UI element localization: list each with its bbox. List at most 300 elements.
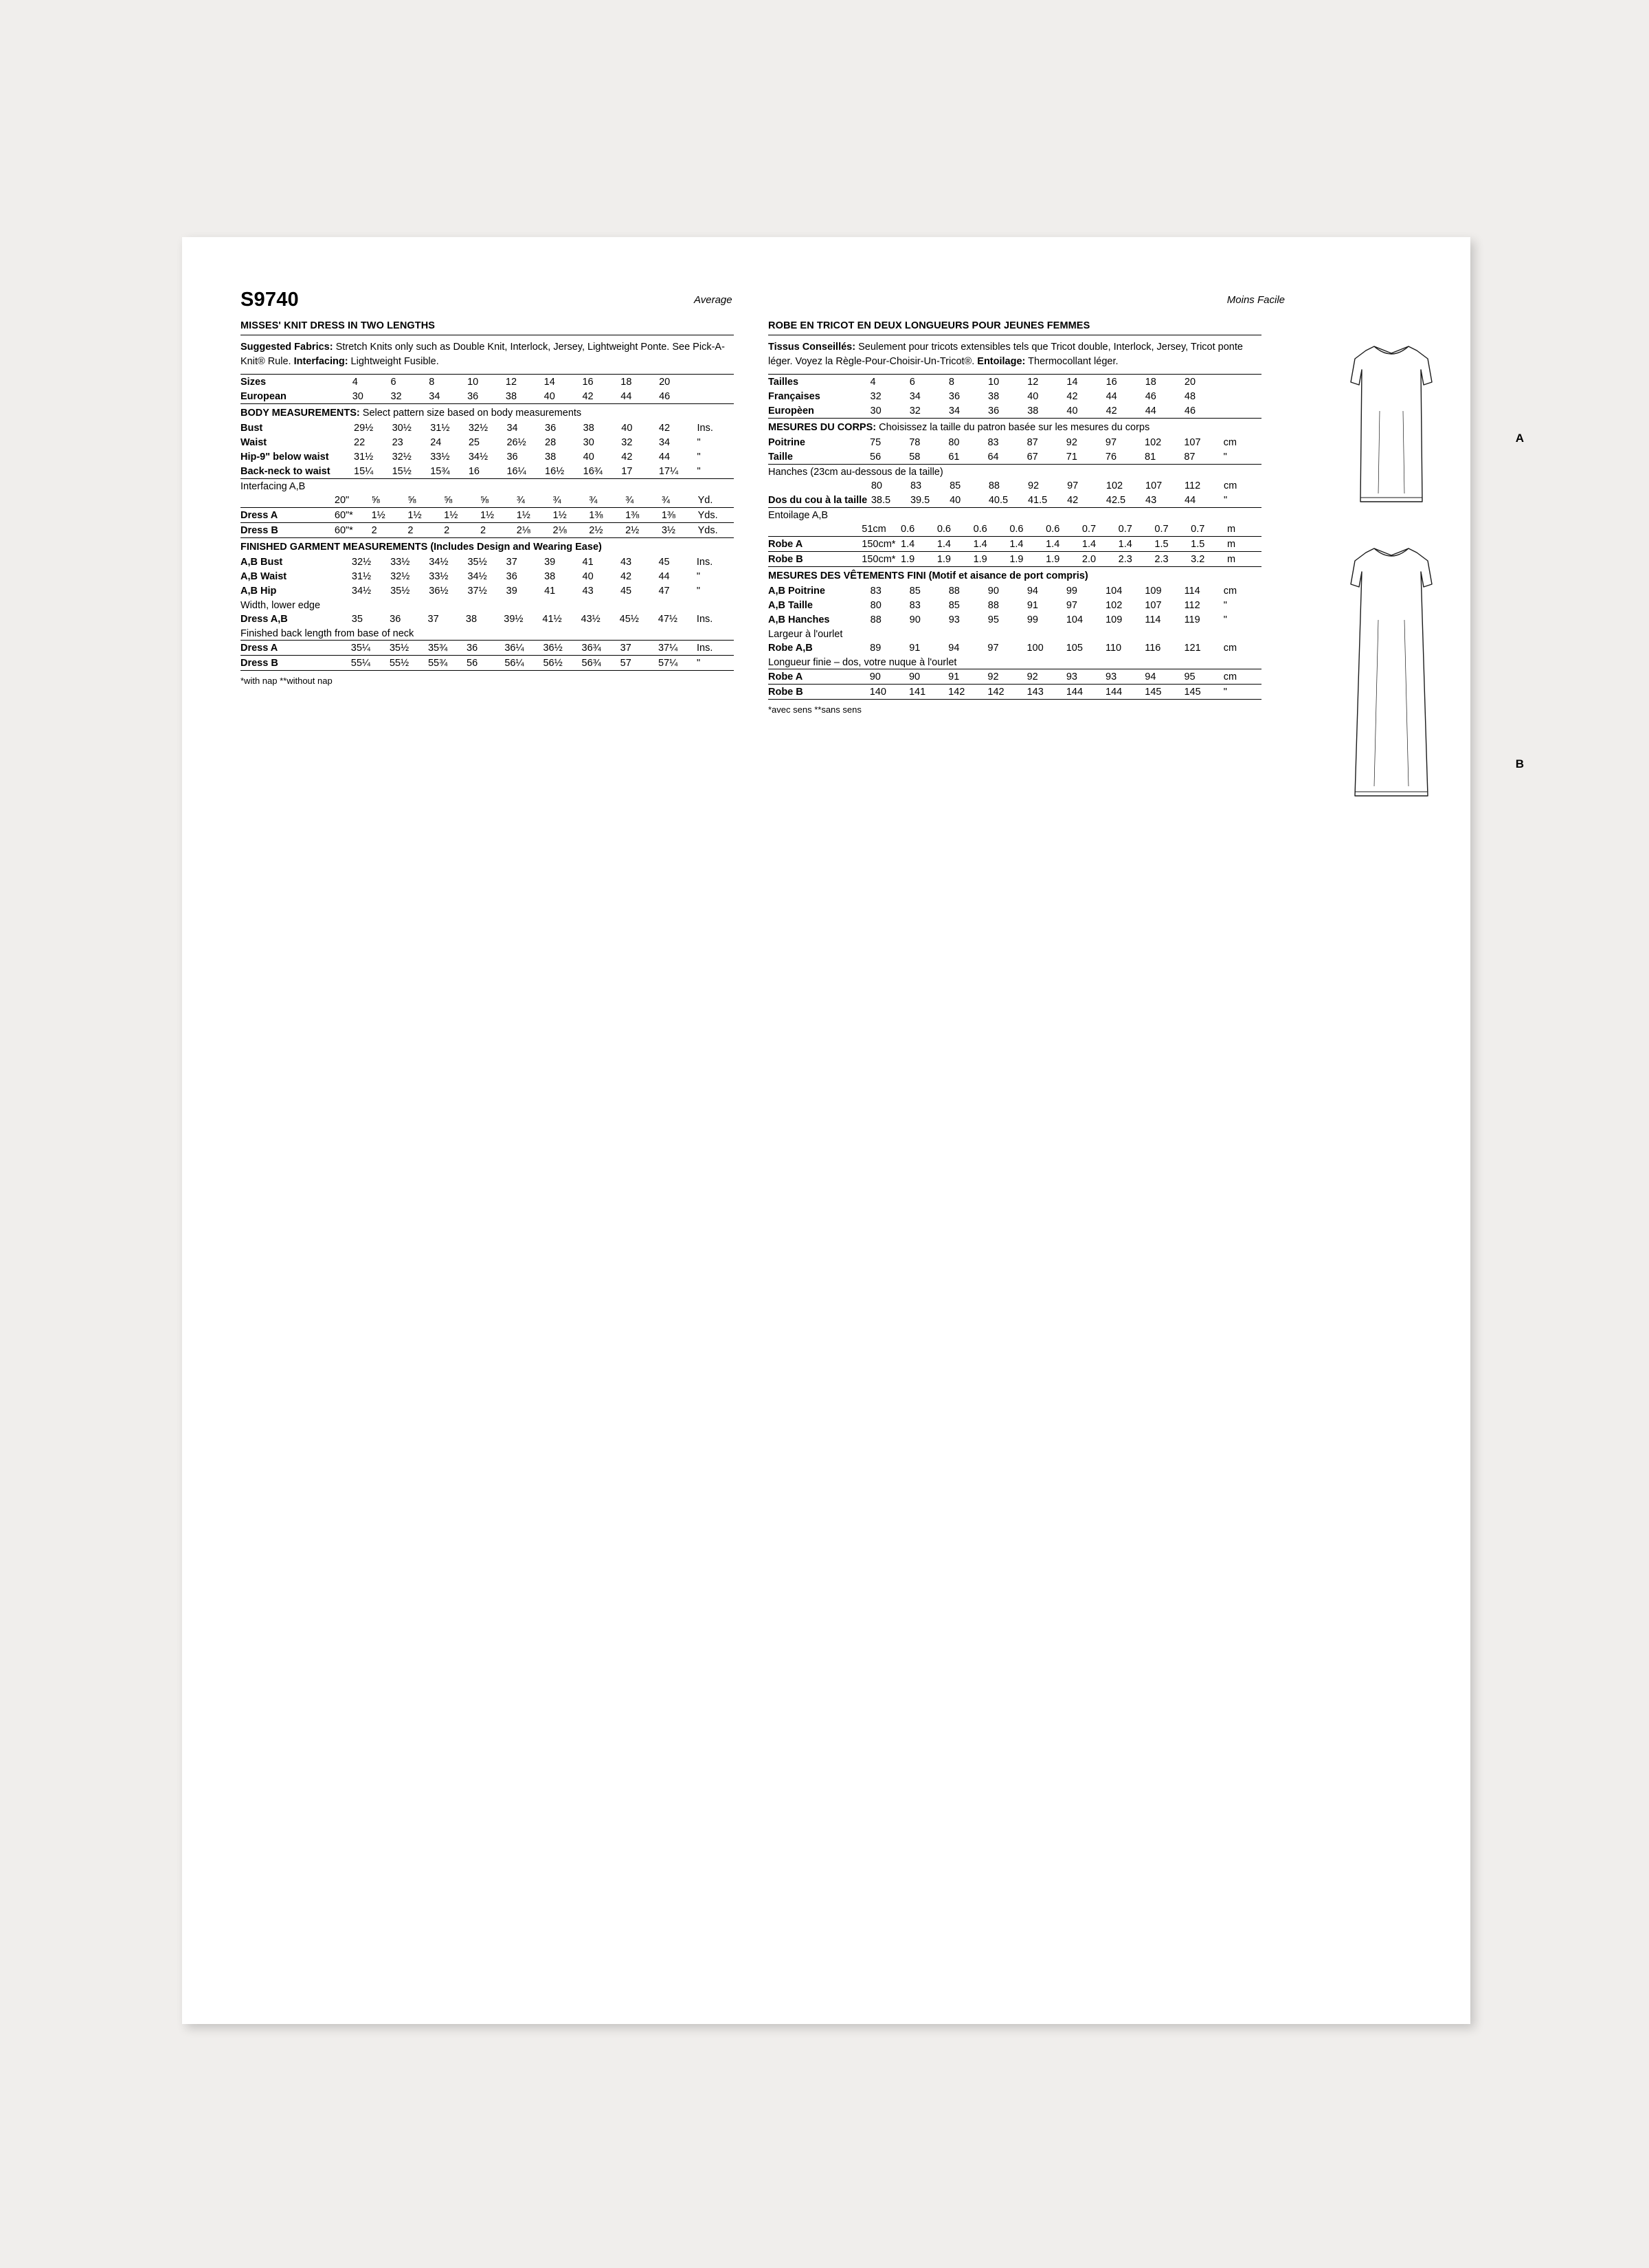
- cell: 97: [987, 642, 999, 654]
- table-row: [240, 493, 734, 508]
- cell: 39.5: [910, 493, 950, 508]
- cell: 18: [620, 376, 632, 388]
- fabric-width: 60"*: [335, 508, 372, 523]
- cell: 80: [871, 480, 882, 491]
- cell: 20: [659, 376, 671, 388]
- cell: 1.9: [937, 552, 974, 567]
- cell: 1½: [480, 508, 517, 523]
- english-back-length-table: [240, 640, 734, 671]
- cell: 38: [583, 422, 594, 434]
- cell: 35½: [467, 556, 487, 568]
- cell: 6: [909, 376, 915, 388]
- cell: 83: [870, 585, 882, 597]
- cell-unit: cm: [1223, 436, 1237, 448]
- cell: 43: [620, 556, 632, 568]
- cell: 34: [429, 389, 467, 404]
- cell: 56½: [543, 656, 581, 671]
- cell: 89: [870, 642, 882, 654]
- row-label: [768, 478, 871, 493]
- cell: 40: [1027, 390, 1039, 402]
- spacer: [240, 493, 335, 508]
- cell: 40: [582, 570, 594, 582]
- english-body-measurements-heading: [240, 404, 734, 421]
- cell: 92: [1027, 480, 1040, 491]
- cell: 23: [392, 436, 403, 448]
- cell: 1.4: [1046, 537, 1082, 552]
- cell: 4: [352, 376, 358, 388]
- cell: 38: [1027, 403, 1066, 419]
- cell: 44: [658, 570, 670, 582]
- cell: 17: [621, 464, 659, 479]
- cell: 34½: [351, 585, 372, 597]
- cell: 145: [1145, 685, 1184, 700]
- cell: 31½: [354, 451, 374, 463]
- cell: 34½: [467, 570, 487, 582]
- cell: 2.3: [1154, 552, 1191, 567]
- table-row: [768, 598, 1261, 612]
- cell: ⅝: [371, 494, 380, 506]
- table-row: [768, 449, 1261, 465]
- cell: 2: [372, 523, 408, 538]
- cell: 43: [1145, 493, 1185, 508]
- cell: 44: [1145, 403, 1185, 419]
- table-row: [240, 464, 734, 479]
- sheet-content: [240, 289, 1524, 770]
- french-width-table: [768, 641, 1261, 655]
- cell: 36: [988, 403, 1027, 419]
- dress-view-a-illustration: [1312, 329, 1470, 521]
- english-body-measurements-table: [240, 421, 734, 479]
- cell: 121: [1184, 642, 1201, 654]
- cell: 0.6: [936, 523, 951, 535]
- cell-unit: Ins.: [697, 641, 734, 656]
- cell: 56: [467, 656, 504, 671]
- cell: 107: [1184, 436, 1201, 448]
- table-row: [240, 656, 734, 671]
- cell: 144: [1106, 685, 1145, 700]
- cell: 145: [1184, 685, 1223, 700]
- cell: 36: [948, 390, 961, 402]
- cell: ¾: [625, 494, 634, 506]
- cell: 0.7: [1081, 523, 1097, 535]
- cell: 3.2: [1191, 552, 1227, 567]
- cell: 35½: [390, 641, 428, 656]
- cell: ¾: [516, 494, 525, 506]
- cell: 0.7: [1191, 523, 1205, 535]
- cell: 38: [988, 390, 1000, 402]
- row-label: Robe A,B: [768, 642, 813, 654]
- cell: 2: [480, 523, 517, 538]
- cell: 47: [658, 585, 670, 597]
- french-interfacing-label: Entoilage:: [977, 355, 1026, 367]
- cell: 55¼: [351, 656, 390, 671]
- table-row: [768, 669, 1261, 685]
- table-row: [768, 552, 1261, 567]
- cell: 39: [506, 585, 517, 597]
- english-title: MISSES' KNIT DRESS IN TWO LENGTHS: [240, 320, 734, 335]
- row-label: Dress B: [240, 523, 335, 538]
- cell: 83: [909, 599, 921, 611]
- cell: 80: [870, 599, 882, 611]
- cell: 31½: [430, 422, 450, 434]
- cell: 36: [467, 389, 506, 404]
- english-finished-heading: FINISHED GARMENT MEASUREMENTS (Includes Design and Wearing Ease): [240, 542, 602, 553]
- french-yardage-table: [768, 522, 1261, 567]
- english-back-length-heading: Finished back length from base of neck: [240, 628, 414, 640]
- cell: 141: [909, 685, 948, 700]
- cell: 44: [658, 451, 671, 463]
- cell: 91: [1027, 599, 1038, 611]
- cell: 40: [950, 493, 989, 508]
- cell: 104: [1066, 614, 1084, 625]
- cell: 100: [1027, 642, 1044, 654]
- row-label: A,B Taille: [768, 599, 813, 611]
- european-label: European: [240, 389, 352, 404]
- cell: 90: [987, 585, 999, 597]
- cell: 94: [948, 642, 960, 654]
- english-sizes-table: [240, 375, 734, 404]
- cell: 56: [870, 449, 909, 465]
- cell: 32: [621, 436, 633, 448]
- row-label: Europèen: [768, 403, 871, 419]
- cell: 95: [1184, 669, 1223, 685]
- view-a-label: A: [1515, 432, 1524, 445]
- cell: 38: [544, 570, 556, 582]
- cell: 97: [1066, 599, 1077, 611]
- cell: 97: [1067, 480, 1079, 491]
- cell: 42: [658, 422, 671, 434]
- cell: 85: [909, 585, 921, 597]
- french-fabrics-paragraph: [768, 340, 1261, 368]
- french-width-lower-edge-heading: Largeur à l'ourlet: [768, 629, 843, 641]
- cell: ⅝: [444, 494, 453, 506]
- header-row: [240, 289, 1285, 320]
- cell: 41.5: [1028, 493, 1067, 508]
- cell: 99: [1027, 614, 1038, 625]
- table-row: [240, 389, 734, 404]
- french-body-measurements-heading: [768, 419, 1261, 435]
- cell: 32: [390, 389, 429, 404]
- cell: 1.4: [974, 537, 1010, 552]
- cell: 80: [948, 436, 960, 448]
- french-hip-table: [768, 478, 1261, 508]
- cell: 34: [949, 403, 988, 419]
- cell: 33½: [430, 451, 450, 463]
- cell: 42: [621, 451, 633, 463]
- line-drawings: [1312, 329, 1524, 829]
- cell: 67: [1027, 449, 1066, 465]
- table-row: [768, 403, 1261, 419]
- cell: 42.5: [1106, 493, 1145, 508]
- cell: 109: [1145, 585, 1162, 597]
- cell: [1224, 403, 1261, 419]
- cell-unit: ": [697, 656, 734, 671]
- cell: 1.5: [1191, 537, 1227, 552]
- cell: 92: [1027, 669, 1066, 685]
- row-label: Robe B: [768, 552, 862, 567]
- cell: 36½: [543, 641, 581, 656]
- cell-unit: Yds.: [698, 523, 734, 538]
- cell: 116: [1145, 642, 1161, 654]
- row-label: Waist: [240, 436, 267, 448]
- cell: 41: [582, 556, 594, 568]
- cell: 45: [658, 556, 670, 568]
- cell: 57: [620, 656, 658, 671]
- cell: 93: [1066, 669, 1106, 685]
- cell: 22: [354, 436, 366, 448]
- cell: 45½: [619, 613, 639, 625]
- cell-unit: cm: [1224, 480, 1237, 491]
- cell: 42: [582, 389, 620, 404]
- cell-unit: ": [696, 585, 701, 597]
- cell-unit: m: [1226, 523, 1236, 535]
- cell: 97: [1105, 436, 1117, 448]
- cell: ¾: [661, 494, 670, 506]
- row-label: Robe A: [768, 669, 870, 685]
- cell: 34½: [468, 451, 489, 463]
- english-yardage-table: [240, 493, 734, 538]
- row-label: Dress A: [240, 508, 335, 523]
- cell-unit: ": [1224, 493, 1261, 508]
- english-interfacing-text: Lightweight Fusible.: [348, 355, 439, 367]
- cell-unit: ": [697, 464, 734, 479]
- cell: 91: [948, 669, 987, 685]
- view-b-label: B: [1515, 757, 1524, 770]
- table-row: [240, 569, 734, 583]
- cell: 15¾: [430, 464, 469, 479]
- french-back-length-table: [768, 669, 1261, 700]
- cell: 1.9: [974, 552, 1010, 567]
- cell: 37: [506, 556, 517, 568]
- english-fabrics-text: Stretch Knits only such as Double Knit, Interlock, Jersey, Lightweight Ponte. See Pick-A-Knit® Rule.: [240, 342, 725, 367]
- cell: 12: [505, 376, 517, 388]
- english-interfacing-label: Interfacing:: [293, 355, 348, 367]
- table-row: [768, 685, 1261, 700]
- cell: 36¼: [504, 641, 543, 656]
- cell: 94: [1027, 585, 1038, 597]
- cell: 36: [545, 422, 557, 434]
- cell: 40: [621, 422, 633, 434]
- cell: 10: [988, 376, 1000, 388]
- cell: 119: [1184, 614, 1200, 625]
- cell: 1.4: [1009, 537, 1046, 552]
- cell: 1.4: [1119, 537, 1155, 552]
- cell: 2: [444, 523, 480, 538]
- table-row: [240, 641, 734, 656]
- cell: 32: [910, 403, 949, 419]
- cell: 88: [987, 599, 999, 611]
- cell: 2½: [625, 523, 662, 538]
- cell: 17¼: [659, 464, 697, 479]
- cell: 40.5: [989, 493, 1028, 508]
- cell: 93: [1106, 669, 1145, 685]
- fabric-width: 150cm*: [862, 537, 901, 552]
- cell: 1.9: [1009, 552, 1046, 567]
- pattern-envelope-back: [182, 237, 1524, 2024]
- cell: 14: [1066, 376, 1078, 388]
- cell: 36: [467, 641, 504, 656]
- cell: 41½: [542, 613, 562, 625]
- cell: 99: [1066, 585, 1077, 597]
- spacer: [768, 522, 862, 537]
- cell: 16: [1106, 376, 1117, 388]
- cell: 4: [870, 376, 876, 388]
- cell: 34: [658, 436, 671, 448]
- cell-unit: cm: [1224, 669, 1261, 685]
- cell: 46: [1185, 403, 1224, 419]
- cell: 40: [583, 451, 594, 463]
- dress-view-b-illustration: [1312, 531, 1470, 819]
- cell: 1⅜: [662, 508, 698, 523]
- cell: 39: [544, 556, 556, 568]
- cell: 2: [407, 523, 444, 538]
- table-row: [240, 375, 734, 389]
- cell: 30: [583, 436, 594, 448]
- cell: 33½: [390, 556, 410, 568]
- french-fabrics-text: Seulement pour tricots extensibles tels que Tricot double, Interlock, Jersey, Tricot ponte léger. Voyez la Règle-Pour-Choisir-Un-Tricot®.: [768, 342, 1243, 367]
- cell: 2⅛: [517, 523, 553, 538]
- cell: 58: [909, 449, 948, 465]
- row-label: Dress B: [240, 656, 351, 671]
- heading-bold: BODY MEASUREMENTS:: [240, 408, 360, 419]
- table-row: [768, 493, 1261, 508]
- cell: 15¼: [354, 464, 392, 479]
- cell: 94: [1145, 669, 1184, 685]
- cell-unit: m: [1227, 552, 1261, 567]
- french-sizes-table: [768, 375, 1261, 419]
- english-fabrics-label: Suggested Fabrics:: [240, 342, 333, 353]
- cell: 37¼: [658, 641, 697, 656]
- cell-unit: Ins.: [696, 613, 713, 625]
- heading-normal: Select pattern size based on body measurements: [359, 408, 582, 419]
- cell: [697, 375, 734, 389]
- cell: 61: [948, 449, 987, 465]
- cell: 0.6: [1009, 523, 1024, 535]
- cell: 16: [469, 464, 507, 479]
- table-row: [768, 583, 1261, 598]
- cell: ¾: [552, 494, 561, 506]
- cell: 1⅜: [589, 508, 625, 523]
- cell: 32½: [468, 422, 489, 434]
- cell: 12: [1027, 376, 1039, 388]
- cell: 36: [506, 451, 518, 463]
- french-back-length-heading: Longueur finie – dos, votre nuque à l'ourlet: [768, 657, 957, 669]
- cell: 109: [1106, 614, 1123, 625]
- cell-unit: Ins.: [696, 556, 713, 568]
- cell: 93: [948, 614, 960, 625]
- english-footnote: *with nap **without nap: [240, 676, 333, 687]
- cell: 83: [987, 436, 999, 448]
- cell: 1½: [553, 508, 590, 523]
- cell: 43: [582, 585, 594, 597]
- cell: 42: [1106, 403, 1145, 419]
- pattern-number: S9740: [240, 289, 299, 311]
- cell: ¾: [589, 494, 598, 506]
- cell: 85: [950, 480, 961, 491]
- cell: 102: [1145, 436, 1162, 448]
- cell: 78: [909, 436, 921, 448]
- cell: 45: [620, 585, 632, 597]
- english-column: [240, 320, 734, 686]
- cell-unit: cm: [1223, 642, 1237, 654]
- cell: 32½: [392, 451, 412, 463]
- cell: 1½: [407, 508, 444, 523]
- cell: 55¾: [428, 656, 467, 671]
- cell: [1224, 375, 1261, 389]
- table-row: [240, 449, 734, 464]
- cell: 39½: [504, 613, 524, 625]
- cell: 47½: [658, 613, 678, 625]
- cell: 32½: [390, 570, 410, 582]
- cell: 57¼: [658, 656, 697, 671]
- cell: 90: [909, 669, 948, 685]
- cell-unit: Yd.: [697, 494, 713, 506]
- cell: 1.4: [1082, 537, 1119, 552]
- cell: 110: [1105, 642, 1122, 654]
- heading-normal: Choisissez la taille du patron basée sur les mesures du corps: [876, 422, 1150, 434]
- cell: 2.3: [1119, 552, 1155, 567]
- table-row: [240, 508, 734, 523]
- cell: 87: [1027, 436, 1038, 448]
- table-row: [768, 612, 1261, 627]
- cell: 44: [1106, 390, 1117, 402]
- cell: 1.4: [901, 537, 937, 552]
- cell: 32½: [351, 556, 372, 568]
- cell: 32: [870, 390, 882, 402]
- cell: 38: [465, 613, 478, 625]
- cell: 37½: [467, 585, 487, 597]
- cell: 76: [1106, 449, 1145, 465]
- cell: 34: [909, 390, 921, 402]
- cell: 0.6: [901, 523, 915, 535]
- cell: 102: [1106, 599, 1123, 611]
- cell: 3½: [662, 523, 698, 538]
- cell: 36¾: [582, 641, 620, 656]
- cell: 29½: [354, 422, 374, 434]
- cell: 36: [506, 570, 517, 582]
- row-label: Bust: [240, 422, 263, 434]
- french-body-measurements-table: [768, 435, 1261, 465]
- english-width-lower-edge-heading: Width, lower edge: [240, 600, 321, 612]
- cell: [1224, 389, 1261, 403]
- cell: 55½: [390, 656, 428, 671]
- cell: 34½: [429, 556, 449, 568]
- table-row: [240, 421, 734, 435]
- cell: 56¼: [504, 656, 543, 671]
- cell: 31½: [351, 570, 372, 582]
- cell: 44: [620, 389, 659, 404]
- cell: 1.9: [901, 552, 937, 567]
- interfacing-width: 51cm: [862, 523, 886, 535]
- cell: 41: [544, 585, 556, 597]
- sizes-label: Tailles: [768, 376, 799, 388]
- heading-bold: MESURES DU CORPS:: [768, 422, 877, 434]
- cell: 64: [987, 449, 1027, 465]
- cell: 91: [909, 642, 921, 654]
- cell-unit: ": [697, 451, 701, 463]
- cell: 35½: [390, 585, 410, 597]
- cell: 35: [351, 613, 363, 625]
- cell: 30: [871, 403, 910, 419]
- french-finished-heading: MESURES DES VÊTEMENTS FINI (Motif et aisance de port compris): [768, 570, 1088, 582]
- cell: 46: [1145, 390, 1156, 402]
- cell-unit: Ins.: [697, 422, 713, 434]
- cell-unit: ": [696, 570, 701, 582]
- cell: 107: [1145, 480, 1163, 491]
- cell: 105: [1066, 642, 1083, 654]
- cell: [697, 389, 734, 404]
- cell-unit: ": [1224, 685, 1261, 700]
